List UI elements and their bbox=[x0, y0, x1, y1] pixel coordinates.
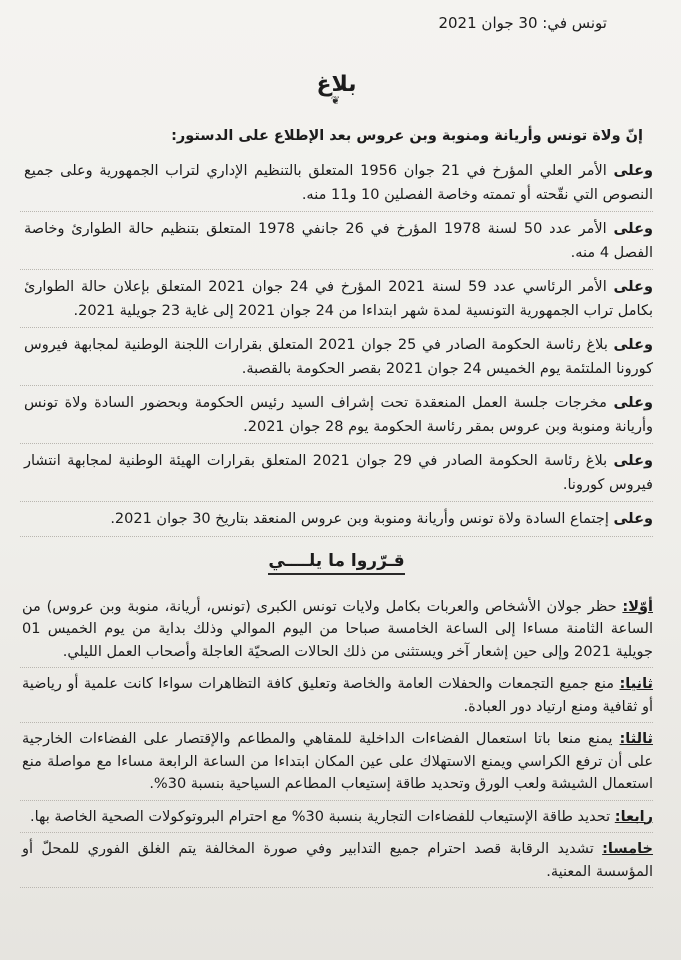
title-ornament-icon: ❦ bbox=[330, 94, 343, 107]
consideration-lead: وعلى bbox=[613, 279, 653, 295]
considerations-list bbox=[20, 154, 653, 537]
consideration-text: الأمر عدد 50 لسنة 1978 المؤرخ في 26 جانفي 1978 المتعلق بتنظيم حالة الطوارئ وخاصة الفصل 4 منه. bbox=[24, 221, 653, 261]
consideration-item bbox=[20, 270, 653, 328]
decision-number: خامسا: bbox=[602, 841, 653, 857]
decision-text: تشديد الرقابة قصد احترام جميع التدابير وفي صورة المخالفة يتم الغلق الفوري للمحلّ أو المؤسسة المعنية. bbox=[22, 841, 653, 880]
consideration-text: إجتماع السادة ولاة تونس وأريانة ومنوبة وبن عروس المنعقد بتاريخ 30 جوان 2021. bbox=[110, 511, 614, 527]
decisions-list bbox=[20, 591, 653, 889]
consideration-lead: وعلى bbox=[613, 337, 653, 353]
consideration-item bbox=[20, 154, 653, 212]
decided-heading: قـرّروا ما يلــــي bbox=[268, 551, 404, 575]
decision-number: ثالثا: bbox=[619, 731, 653, 747]
document-date: تونس في: 30 جوان 2021 bbox=[438, 14, 607, 32]
consideration-lead: وعلى bbox=[613, 395, 653, 411]
decision-item bbox=[20, 591, 653, 669]
decision-item bbox=[20, 668, 653, 723]
decision-item bbox=[20, 801, 653, 834]
consideration-lead: وعلى bbox=[613, 453, 654, 469]
decision-text: تحديد طاقة الإستيعاب للفضاءات التجارية بنسبة 30% مع احترام البروتوكولات الصحية الخاصة بها. bbox=[30, 808, 615, 825]
consideration-item bbox=[20, 444, 653, 502]
decision-number: أوّلا: bbox=[622, 598, 653, 615]
consideration-lead: وعلى bbox=[613, 221, 653, 237]
decision-text: حظر جولان الأشخاص والعربات بكامل ولايات تونس الكبرى (تونس، أريانة، منوبة وبن عروس) من الساعة الثامنة مساءا إلى الساعة الخامسة صباحا من اليوم الموالي وذلك بداية من يوم الخميس 01 جويلية 2021 وإلى حين إشعار آخر ويستثنى من ذلك الحالات الصحيّة العاجلة وأصحاب العمل الليلي. bbox=[22, 598, 653, 660]
consideration-item bbox=[20, 502, 653, 537]
title-block bbox=[20, 72, 653, 116]
consideration-lead: وعلى bbox=[613, 163, 653, 179]
decision-item bbox=[20, 723, 653, 801]
consideration-lead: وعلى bbox=[613, 511, 653, 527]
decision-text: منع جميع التجمعات والحفلات العامة والخاصة وتعليق كافة التظاهرات سواءا كانت علمية أو رياضية أو ثقافية ومنع ارتياد دور العبادة. bbox=[22, 676, 653, 715]
decided-heading-block bbox=[20, 551, 653, 577]
decision-text: يمنع منعا باتا استعمال الفضاءات الداخلية للمقاهي والمطاعم والإقتصار على الفضاءات الخارجية على أن ترفع الكراسي ويمنع الاستهلاك على عين المكان ابتداءا من الساعة الرابعة مساءا مع مواصلة منع استعمال الشيشة ولعب الورق وتحديد طاقة إستيعاب المطاعم السياحية بنسبة 30%. bbox=[22, 731, 653, 792]
consideration-text: الأمر العلي المؤرخ في 21 جوان 1956 المتعلق بالتنظيم الإداري لتراب الجمهورية وعلى جميع النصوص التي نقّحته أو تممته وخاصة الفصلين 10 و11 منه. bbox=[24, 163, 653, 203]
document-title: بلاغ bbox=[316, 72, 357, 97]
decision-number: رابعا: bbox=[614, 808, 653, 825]
consideration-text: الأمر الرئاسي عدد 59 لسنة 2021 المؤرخ في 24 جوان 2021 المتعلق بإعلان حالة الطوارئ بكامل تراب الجمهورية التونسية لمدة شهر ابتداءا من 24 جوان 2021 إلى غاية 23 جويلية 2021. bbox=[24, 279, 653, 319]
intro-statement: إنّ ولاة تونس وأريانة ومنوبة وبن عروس بعد الإطلاع على الدستور: bbox=[171, 128, 643, 144]
consideration-item bbox=[20, 386, 653, 444]
decision-number: ثانيا: bbox=[619, 676, 653, 692]
consideration-item bbox=[20, 328, 653, 386]
decision-item bbox=[20, 833, 653, 888]
consideration-text: مخرجات جلسة العمل المنعقدة تحت إشراف السيد رئيس الحكومة وبحضور السادة ولاة تونس وأريانة ومنوبة وبن عروس بمقر رئاسة الحكومة يوم 28 جوان 2021. bbox=[24, 395, 653, 435]
consideration-item bbox=[20, 212, 653, 270]
consideration-text: بلاغ رئاسة الحكومة الصادر في 25 جوان 2021 المتعلق بقرارات اللجنة الوطنية لمجابهة فيروس كورونا الملتئمة يوم الخميس 24 جوان 2021 بقصر الحكومة بالقصبة. bbox=[24, 337, 653, 377]
consideration-text: بلاغ رئاسة الحكومة الصادر في 29 جوان 2021 المتعلق بقرارات الهيئة الوطنية لمجابهة انتشار فيروس كورونا. bbox=[24, 453, 653, 493]
